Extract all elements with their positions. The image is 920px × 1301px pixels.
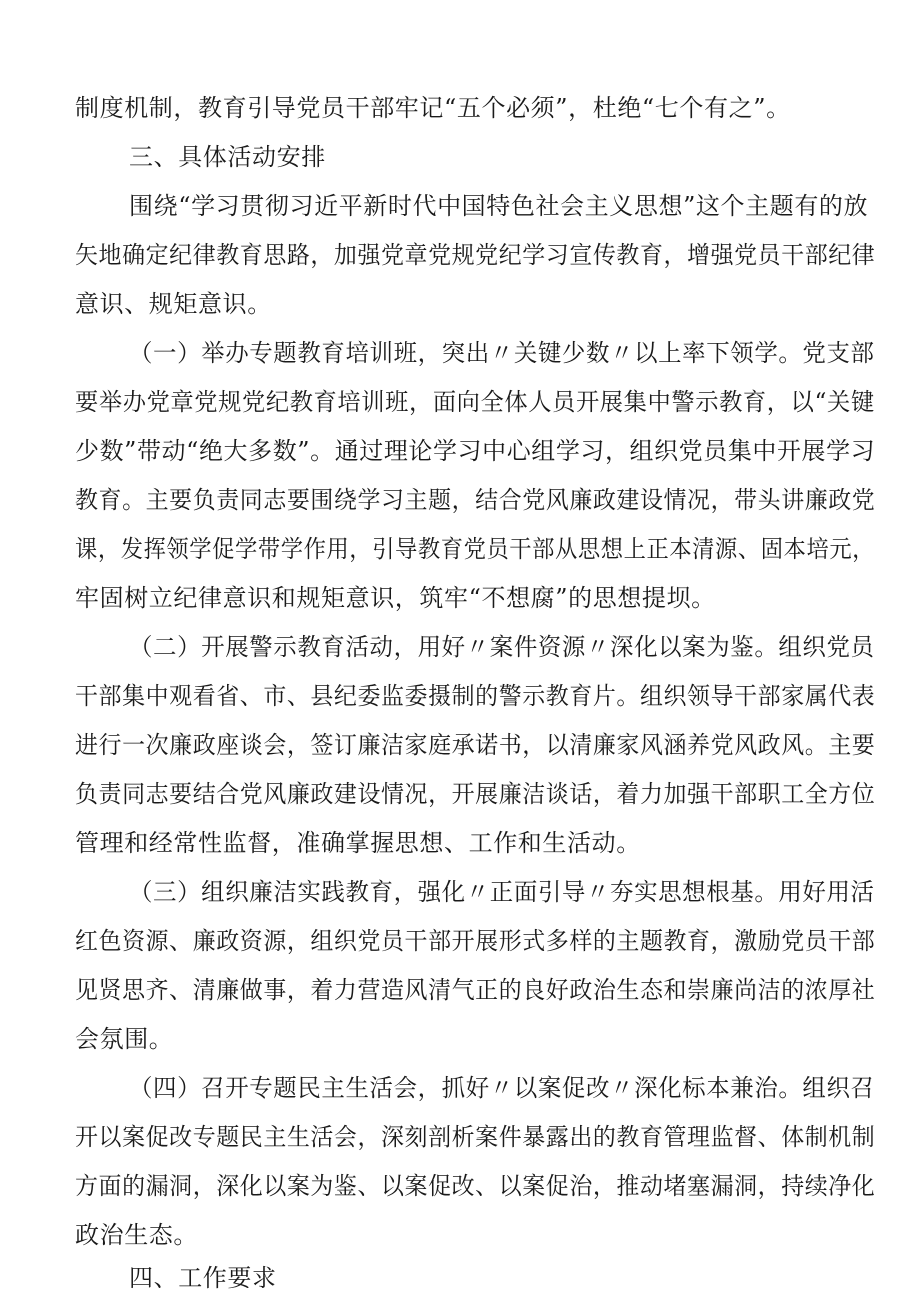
text-line: 开以案促改专题民主生活会，深刻剖析案件暴露出的教育管理监督、体制机制 (75, 1123, 876, 1151)
text-line: （四）召开专题民主生活会，抓好〃以案促改〃深化标本兼治。组织召 (129, 1074, 875, 1102)
text-line: （二）开展警示教育活动，用好〃案件资源〃深化以案为鉴。组织党员 (129, 633, 875, 661)
text-line: 红色资源、廉政资源，组织党员干部开展形式多样的主题教育，激励党员干部 (75, 927, 876, 955)
text-line: 进行一次廉政座谈会，签订廉洁家庭承诺书，以清廉家风涵养党风政风。主要 (75, 731, 876, 759)
text-line: 意识、规矩意识。 (75, 290, 272, 318)
text-line: 负责同志要结合党风廉政建设情况，开展廉洁谈话，着力加强干部职工全方位 (75, 780, 876, 808)
text-line: 政治生态。 (75, 1221, 198, 1249)
text-line: 见贤思齐、清廉做事，着力营造风清气正的良好政治生态和崇廉尚洁的浓厚社 (75, 976, 876, 1004)
text-line: 制度机制，教育引导党员干部牢记“五个必须”，杜绝“七个有之”。 (75, 94, 791, 122)
text-line: 方面的漏洞，深化以案为鉴、以案促改、以案促治，推动堵塞漏洞，持续净化 (75, 1172, 876, 1200)
text-line: 要举办党章党规党纪教育培训班，面向全体人员开展集中警示教育，以“关键 (75, 388, 875, 416)
text-line: 牢固树立纪律意识和规矩意识，筑牢“不想腐”的思想提坝。 (75, 584, 716, 612)
text-line: 会氛围。 (75, 1025, 174, 1053)
text-line: 少数”带动“绝大多数”。通过理论学习中心组学习，组织党员集中开展学习 (75, 437, 876, 465)
text-line: 管理和经常性监督，准确掌握思想、工作和生活动。 (75, 829, 641, 857)
text-line: 矢地确定纪律教育思路，加强党章党规党纪学习宣传教育，增强党员干部纪律 (75, 241, 876, 269)
text-line: （一）举办专题教育培训班，突出〃关键少数〃以上率下领学。党支部 (129, 339, 875, 367)
text-line: 课，发挥领学促学带学作用，引导教育党员干部从思想上正本清源、固本培元， (75, 535, 876, 563)
text-line: 教育。主要负责同志要围绕学习主题，结合党风廉政建设情况，带头讲廉政党 (75, 486, 876, 514)
section-heading: 四、工作要求 (129, 1264, 277, 1292)
text-line: （三）组织廉洁实践教育，强化〃正面引导〃夯实思想根基。用好用活 (129, 878, 875, 906)
section-heading: 三、具体活动安排 (129, 143, 326, 171)
text-line: 干部集中观看省、市、县纪委监委摄制的警示教育片。组织领导干部家属代表 (75, 682, 876, 710)
text-line: 围绕“学习贯彻习近平新时代中国特色社会主义思想”这个主题有的放 (129, 192, 869, 220)
